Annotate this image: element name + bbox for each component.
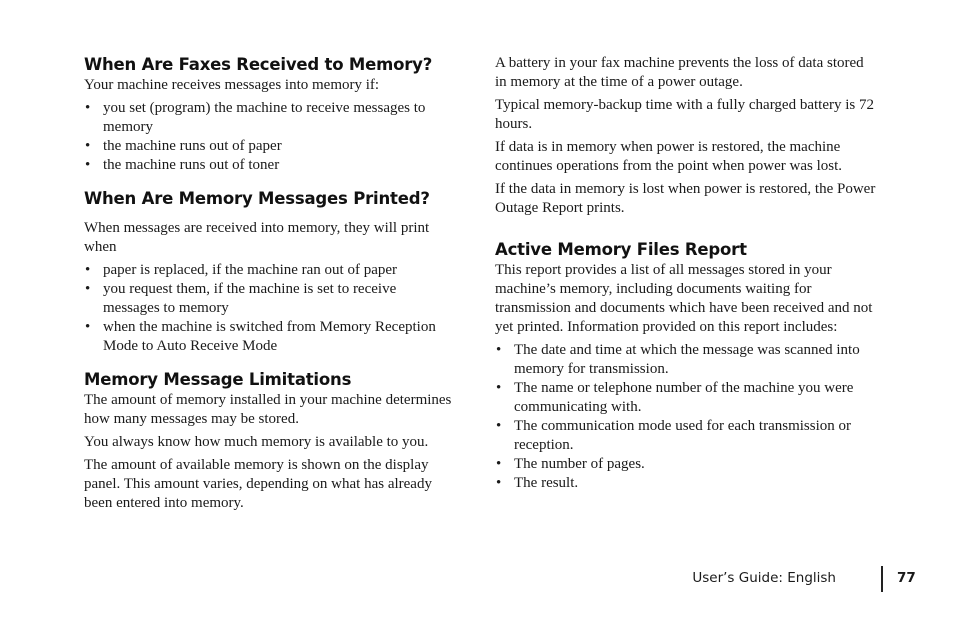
list-receive-conditions — [84, 99, 456, 175]
list-print-conditions — [84, 261, 456, 356]
heading-memory-message-limitations: Memory Message Limitations — [84, 370, 352, 389]
paragraph-receive-intro: Your machine receives messages into memory if: — [84, 77, 380, 93]
bullet-icon: • — [496, 456, 502, 472]
bullet-icon: • — [85, 262, 91, 278]
heading-faxes-received-to-memory: When Are Faxes Received to Memory? — [84, 55, 433, 74]
list-item: • the machine runs out of toner — [85, 157, 280, 173]
footer-guide-label: User’s Guide: English — [692, 570, 836, 586]
paragraph-memory-installed: The amount of memory installed in your machine determines how many messages may be stored. — [84, 392, 452, 427]
bullet-icon: • — [496, 418, 502, 434]
list-report-contents — [495, 341, 879, 493]
paragraph-memory-available: You always know how much memory is available to you. — [84, 434, 429, 450]
list-item: • The date and time at which the message was scanned into memory for transmission. — [496, 342, 860, 377]
paragraph-power-outage-report: If the data in memory is lost when power is restored, the Power Outage Report prints. — [495, 181, 876, 216]
bullet-icon: • — [496, 475, 502, 491]
list-item: • you request them, if the machine is set to receive messages to memory — [85, 281, 397, 316]
bullet-icon: • — [85, 100, 91, 116]
paragraph-report-intro: This report provides a list of all messages stored in your machine’s memory, including documents waiting for transmission and documents which have been received and not yet printed. Information provided on this report includes: — [495, 262, 873, 335]
paragraph-backup-time: Typical memory-backup time with a fully charged battery is 72 hours. — [495, 97, 874, 132]
heading-active-memory-files-report: Active Memory Files Report — [495, 240, 747, 259]
bullet-icon: • — [85, 157, 91, 173]
heading-memory-messages-printed: When Are Memory Messages Printed? — [84, 189, 430, 208]
list-item: • the machine runs out of paper — [85, 138, 282, 154]
list-item: • The number of pages. — [496, 456, 645, 472]
footer-divider — [881, 566, 883, 592]
list-item: • The result. — [496, 475, 579, 491]
bullet-icon: • — [496, 342, 502, 358]
page-number: 77 — [897, 570, 916, 586]
bullet-icon: • — [496, 380, 502, 396]
left-column — [84, 54, 456, 517]
paragraph-power-restored: If data is in memory when power is restored, the machine continues operations from the point when power was lost. — [495, 139, 843, 174]
paragraph-battery: A battery in your fax machine prevents the loss of data stored in memory at the time of a power outage. — [495, 55, 864, 90]
bullet-icon: • — [85, 138, 91, 154]
list-item: • The communication mode used for each transmission or reception. — [496, 418, 851, 453]
list-item: • The name or telephone number of the machine you were communicating with. — [496, 380, 854, 415]
bullet-icon: • — [85, 319, 91, 335]
list-item: • you set (program) the machine to receive messages to memory — [85, 100, 426, 135]
page-footer — [692, 566, 920, 592]
paragraph-memory-display: The amount of available memory is shown on the display panel. This amount varies, depending on what has already been entered into memory. — [84, 457, 432, 511]
list-item: • when the machine is switched from Memory Reception Mode to Auto Receive Mode — [85, 319, 436, 354]
paragraph-print-intro: When messages are received into memory, they will print when — [84, 220, 430, 255]
list-item: • paper is replaced, if the machine ran out of paper — [85, 262, 398, 278]
bullet-icon: • — [85, 281, 91, 297]
right-column — [495, 54, 879, 493]
